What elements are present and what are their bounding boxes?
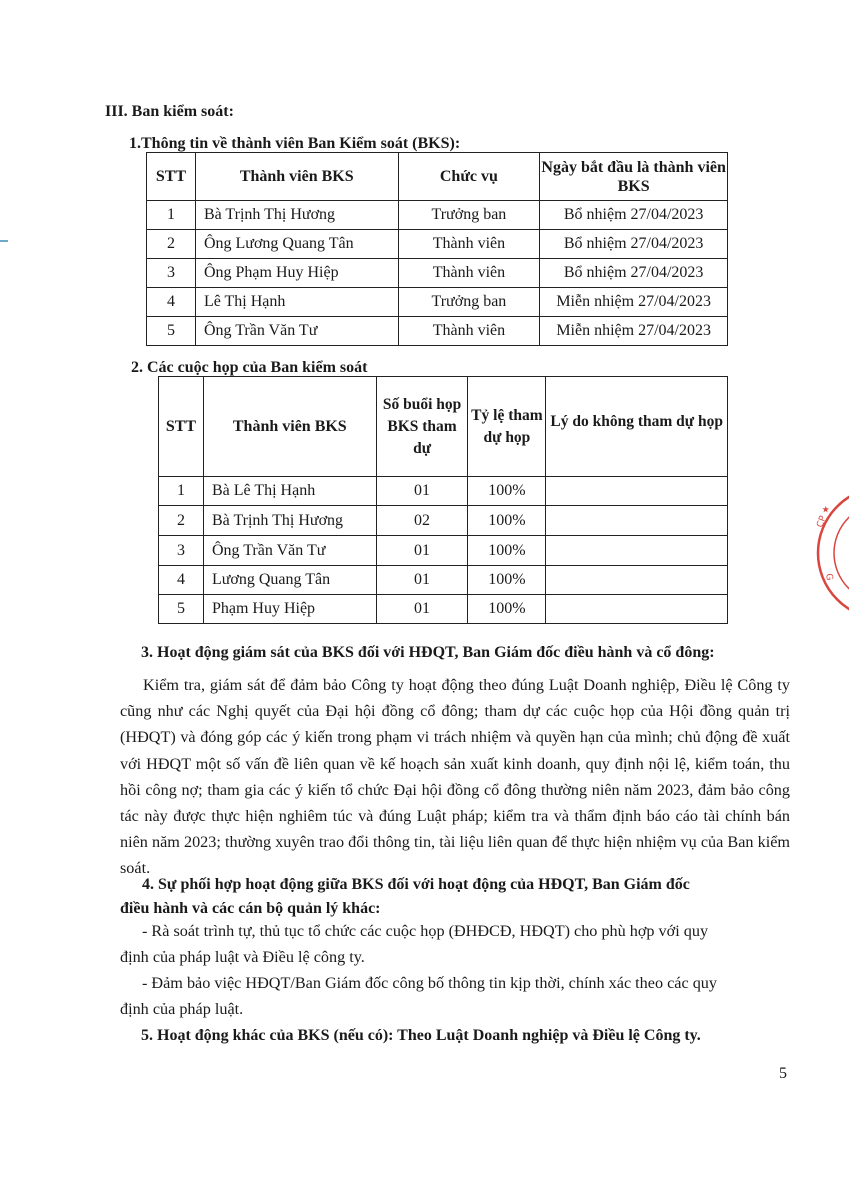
cell-position: Thành viên	[398, 259, 540, 288]
scan-edge-mark	[0, 240, 8, 242]
col-stt: STT	[147, 153, 196, 201]
col-start-date: Ngày bắt đầu là thành viên BKS	[540, 153, 728, 201]
table-row	[147, 288, 728, 317]
cell-stt: 2	[159, 506, 204, 536]
cell-position: Thành viên	[398, 317, 540, 346]
cell-position: Thành viên	[398, 230, 540, 259]
cell-member: Lê Thị Hạnh	[195, 288, 398, 317]
cell-position: Trưởng ban	[398, 201, 540, 230]
cell-member: Ông Trần Văn Tư	[203, 536, 376, 566]
table-row	[159, 506, 728, 536]
part4-item2-line2: định của pháp luật.	[120, 1000, 244, 1018]
part4-item2-line1: - Đảm bảo việc HĐQT/Ban Giám đốc công bố thông tin kịp thời, chính xác theo các quy	[142, 974, 717, 992]
cell-rate: 100%	[468, 536, 546, 566]
cell-stt: 1	[159, 477, 204, 506]
table-row	[159, 477, 728, 506]
cell-stt: 5	[147, 317, 196, 346]
part2-heading: 2. Các cuộc họp của Ban kiểm soát	[131, 359, 368, 376]
table-row	[147, 259, 728, 288]
table-row	[159, 566, 728, 595]
col-position: Chức vụ	[398, 153, 540, 201]
table-row	[159, 595, 728, 624]
col-absence-reason: Lý do không tham dự họp	[546, 377, 728, 477]
part4-heading-line2: điều hành và các cán bộ quản lý khác:	[120, 900, 381, 917]
cell-rate: 100%	[468, 566, 546, 595]
cell-position: Trưởng ban	[398, 288, 540, 317]
cell-meetings: 02	[376, 506, 468, 536]
col-meetings-attended: Số buổi họp BKS tham dự	[376, 377, 468, 477]
cell-date: Bổ nhiệm 27/04/2023	[540, 201, 728, 230]
table-row	[147, 317, 728, 346]
cell-reason	[546, 595, 728, 624]
section-heading: III. Ban kiểm soát:	[105, 103, 234, 120]
cell-rate: 100%	[468, 506, 546, 536]
cell-meetings: 01	[376, 566, 468, 595]
cell-member: Ông Trần Văn Tư	[195, 317, 398, 346]
cell-stt: 3	[159, 536, 204, 566]
table-header-row	[147, 153, 728, 201]
cell-date: Bổ nhiệm 27/04/2023	[540, 230, 728, 259]
cell-rate: 100%	[468, 477, 546, 506]
col-stt: STT	[159, 377, 204, 477]
cell-member: Bà Trịnh Thị Hương	[195, 201, 398, 230]
svg-text:G: G	[823, 572, 835, 582]
cell-stt: 5	[159, 595, 204, 624]
col-member: Thành viên BKS	[203, 377, 376, 477]
table-header-row	[159, 377, 728, 477]
cell-meetings: 01	[376, 536, 468, 566]
table-row	[159, 536, 728, 566]
cell-stt: 3	[147, 259, 196, 288]
table-row	[147, 201, 728, 230]
cell-member: Bà Trịnh Thị Hương	[203, 506, 376, 536]
cell-member: Ông Lương Quang Tân	[195, 230, 398, 259]
cell-meetings: 01	[376, 595, 468, 624]
bks-members-table	[146, 152, 728, 346]
part4-heading-line1: 4. Sự phối hợp hoạt động giữa BKS đối với hoạt động của HĐQT, Ban Giám đốc	[142, 876, 690, 893]
cell-date: Miễn nhiệm 27/04/2023	[540, 288, 728, 317]
cell-rate: 100%	[468, 595, 546, 624]
col-attendance-rate: Tỷ lệ tham dự họp	[468, 377, 546, 477]
cell-member: Ông Phạm Huy Hiệp	[195, 259, 398, 288]
cell-member: Phạm Huy Hiệp	[203, 595, 376, 624]
cell-member: Lương Quang Tân	[203, 566, 376, 595]
cell-reason	[546, 477, 728, 506]
cell-reason	[546, 506, 728, 536]
bks-meetings-table	[158, 376, 728, 624]
cell-stt: 4	[147, 288, 196, 317]
part4-item1-line1: - Rà soát trình tự, thủ tục tổ chức các cuộc họp (ĐHĐCĐ, HĐQT) cho phù hợp với quy	[142, 922, 709, 940]
part3-paragraph: Kiểm tra, giám sát để đảm bảo Công ty hoạt động theo đúng Luật Doanh nghiệp, Điều lệ Công ty cũng như các Nghị quyết của Đại hội đồng cổ đông; tham dự các cuộc họp của Hội đồng quản trị (HĐQT) và đóng góp các ý kiến trong phạm vi trách nhiệm và quyền hạn của mình; chủ động đề xuất với HĐQT một số vấn đề liên quan về kế hoạch sản xuất kinh doanh, quy định nội lệ, kiểm toán, thu hồi công nợ; tham gia các ý kiến tổ chức Đại hội đồng cổ đông thường niên năm 2023, đảm bảo công tác này được thực hiện nghiêm túc và đúng Luật pháp; kiểm tra và thẩm định báo cáo tài chính bán niên năm 2023; thường xuyên trao đổi thông tin, tài liệu liên quan để thực hiện nhiệm vụ của Ban kiểm soát.	[120, 676, 790, 878]
cell-reason	[546, 536, 728, 566]
part3-heading: 3. Hoạt động giám sát của BKS đối với HĐQT, Ban Giám đốc điều hành và cổ đông:	[141, 644, 715, 661]
cell-date: Miễn nhiệm 27/04/2023	[540, 317, 728, 346]
cell-stt: 1	[147, 201, 196, 230]
cell-member: Bà Lê Thị Hạnh	[203, 477, 376, 506]
page-number: 5	[779, 1065, 787, 1082]
cell-date: Bổ nhiệm 27/04/2023	[540, 259, 728, 288]
cell-meetings: 01	[376, 477, 468, 506]
col-member: Thành viên BKS	[195, 153, 398, 201]
part5-heading: 5. Hoạt động khác của BKS (nếu có): Theo Luật Doanh nghiệp và Điều lệ Công ty.	[141, 1027, 701, 1044]
company-stamp	[806, 488, 849, 618]
cell-reason	[546, 566, 728, 595]
part4-item1-line2: định của pháp luật và Điều lệ công ty.	[120, 948, 365, 966]
cell-stt: 2	[147, 230, 196, 259]
table-row	[147, 230, 728, 259]
svg-text:CP ★: CP ★	[815, 504, 833, 530]
cell-stt: 4	[159, 566, 204, 595]
part1-heading: 1.Thông tin về thành viên Ban Kiểm soát (BKS):	[129, 135, 461, 152]
